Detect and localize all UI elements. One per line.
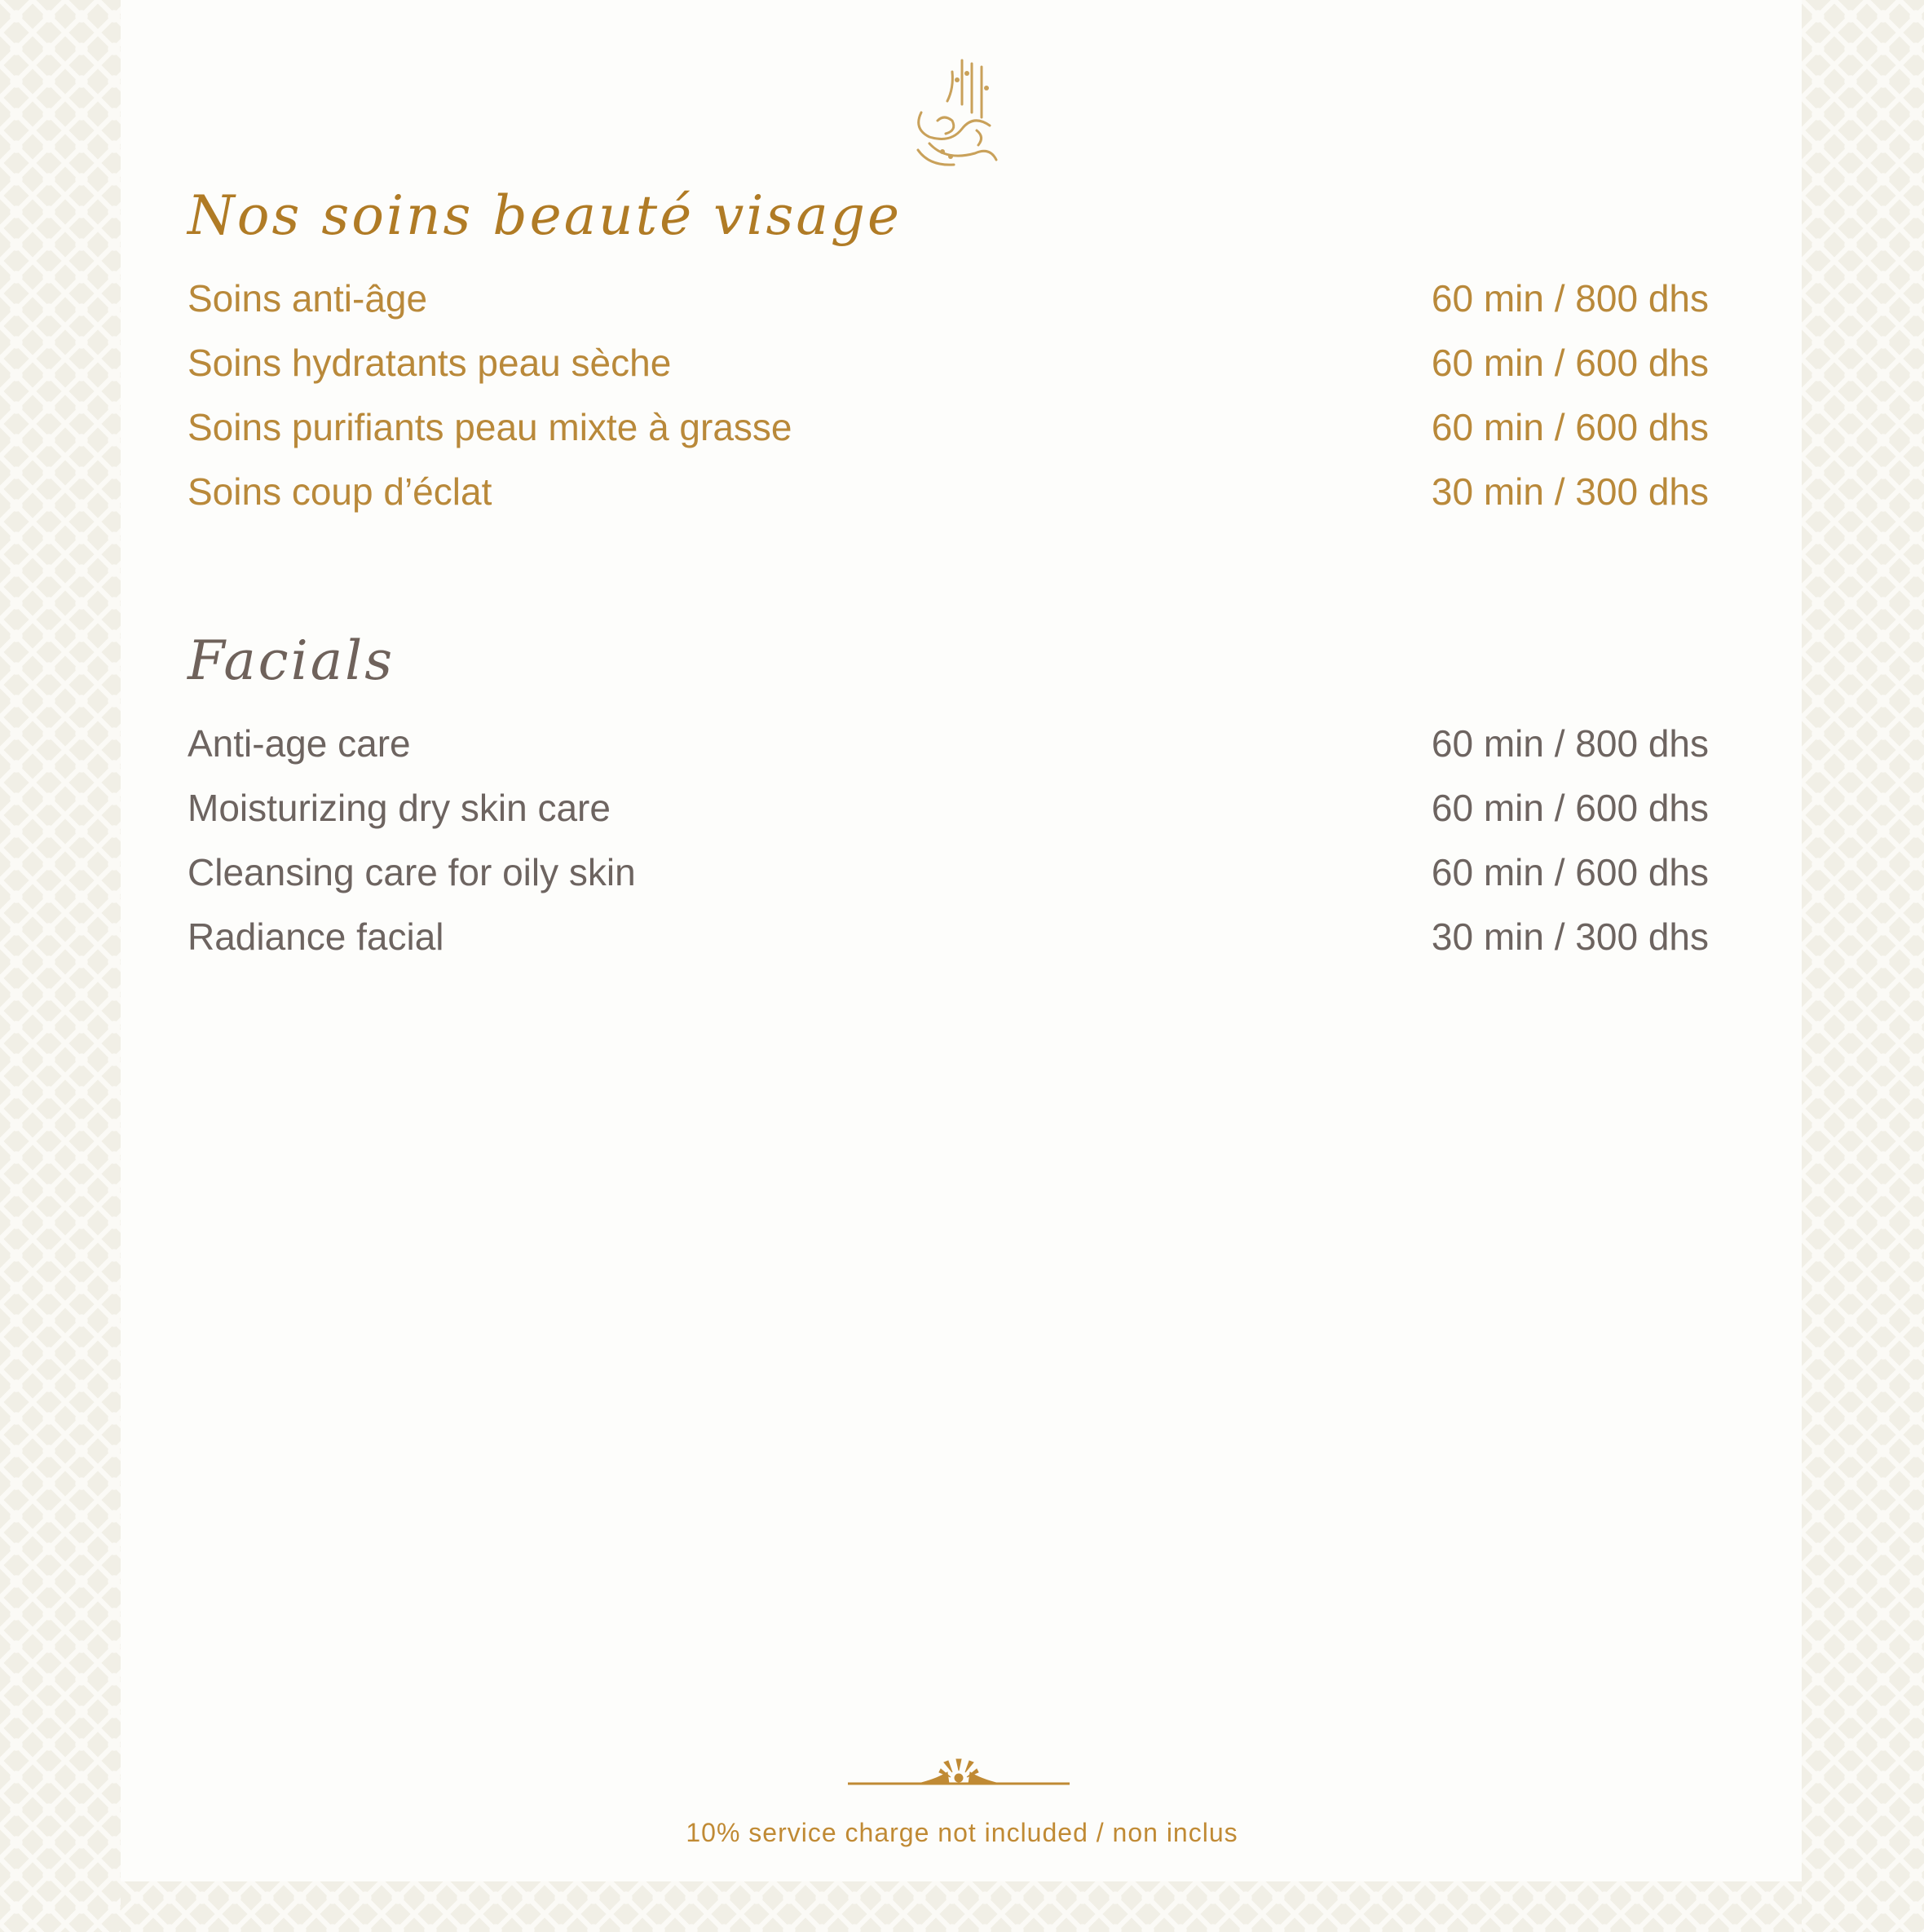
treatment-name: Soins purifiants peau mixte à grasse [188, 405, 792, 448]
french-treatment-list [188, 266, 1709, 523]
treatment-price: 60 min / 800 dhs [1431, 721, 1709, 765]
treatment-name: Moisturizing dry skin care [188, 786, 611, 829]
treatment-name: Radiance facial [188, 915, 444, 958]
treatment-name: Soins anti-âge [188, 276, 428, 320]
treatment-name: Soins coup d’éclat [188, 470, 492, 513]
treatment-price: 60 min / 800 dhs [1431, 276, 1709, 320]
treatment-price: 60 min / 600 dhs [1431, 786, 1709, 829]
section-title-french: Nos soins beauté visage [188, 184, 902, 247]
treatment-row [188, 330, 1709, 395]
treatment-name: Anti-age care [188, 721, 411, 765]
gold-divider-ornament-icon [848, 1754, 1070, 1789]
patterned-border-right [1802, 0, 1924, 1932]
patterned-border-bottom [121, 1881, 1802, 1932]
treatment-name: Cleansing care for oily skin [188, 850, 636, 893]
treatment-row [188, 266, 1709, 330]
english-treatment-list [188, 711, 1709, 968]
treatment-row [188, 904, 1709, 968]
arabic-calligraphy-logo-icon [905, 55, 1008, 173]
patterned-border-left [0, 0, 121, 1932]
treatment-row [188, 840, 1709, 904]
treatment-row [188, 395, 1709, 459]
treatment-price: 60 min / 600 dhs [1431, 341, 1709, 384]
treatment-name: Soins hydratants peau sèche [188, 341, 672, 384]
treatment-price: 30 min / 300 dhs [1431, 915, 1709, 958]
treatment-row [188, 711, 1709, 775]
treatment-price: 60 min / 600 dhs [1431, 405, 1709, 448]
treatment-row [188, 459, 1709, 523]
service-charge-note: 10% service charge not included / non inclus [686, 1818, 1238, 1847]
treatment-price: 30 min / 300 dhs [1431, 470, 1709, 513]
section-title-english: Facials [188, 629, 395, 692]
treatment-price: 60 min / 600 dhs [1431, 850, 1709, 893]
treatment-row [188, 775, 1709, 840]
